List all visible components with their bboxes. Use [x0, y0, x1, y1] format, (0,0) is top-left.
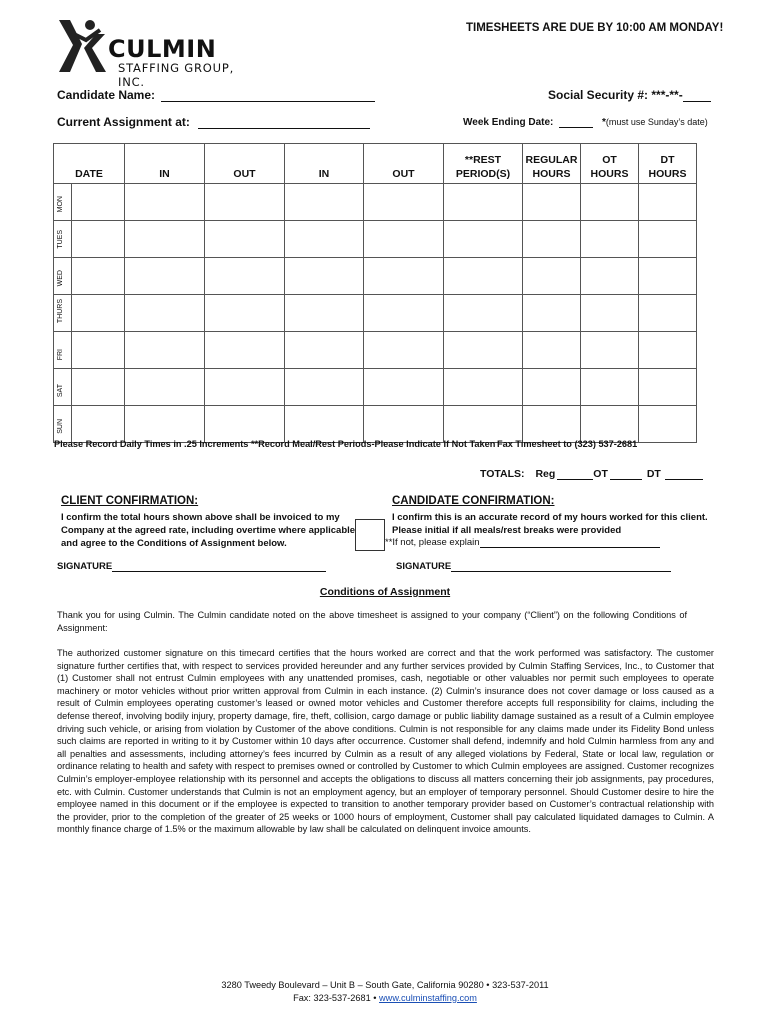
day-label: SAT	[57, 383, 64, 397]
time-entry-cell[interactable]	[205, 258, 285, 295]
time-entry-cell[interactable]	[125, 332, 205, 369]
week-ending-input[interactable]	[559, 117, 593, 128]
time-entry-cell[interactable]	[581, 332, 639, 369]
column-header-line1	[285, 153, 363, 167]
time-entry-cell[interactable]	[72, 184, 125, 221]
assignment-input[interactable]	[198, 116, 370, 129]
time-entry-cell[interactable]	[205, 295, 285, 332]
time-entry-cell[interactable]	[364, 369, 444, 406]
footer-address: 3280 Tweedy Boulevard – Unit B – South Gate, California 90280 • 323-537-2011	[221, 980, 549, 990]
column-header-line2: HOURS	[532, 168, 571, 180]
totals-ot-label: OT	[593, 468, 608, 480]
time-entry-cell[interactable]	[639, 295, 697, 332]
column-header-line2: DATE	[75, 168, 103, 180]
assignment-field	[57, 115, 370, 129]
logo-figure-icon	[56, 18, 108, 76]
column-header	[205, 144, 285, 184]
time-entry-cell[interactable]	[205, 406, 285, 443]
ssn-field	[548, 88, 711, 102]
candidate-name-input[interactable]	[161, 89, 375, 102]
client-signature-input[interactable]	[112, 562, 326, 572]
time-entry-cell[interactable]	[72, 221, 125, 258]
candidate-signature-field	[396, 561, 671, 572]
footer-fax: Fax: 323-537-2681 •	[293, 992, 380, 1003]
footer-contact	[0, 992, 770, 1005]
time-entry-cell[interactable]	[285, 332, 364, 369]
candidate-line: I confirm this is an accurate record of my hours worked for this client.	[392, 512, 708, 523]
explain-label: **If not, please explain	[385, 537, 480, 548]
time-entry-cell[interactable]	[364, 221, 444, 258]
client-confirmation-title: CLIENT CONFIRMATION:	[61, 495, 199, 507]
candidate-signature-label: SIGNATURE	[396, 561, 452, 572]
time-entry-cell[interactable]	[581, 184, 639, 221]
day-label: WED	[57, 269, 64, 286]
column-header	[285, 144, 364, 184]
column-header-line1: REGULAR	[525, 154, 578, 166]
time-entry-cell[interactable]	[205, 221, 285, 258]
time-entry-cell[interactable]	[364, 332, 444, 369]
logo-subtitle: STAFFING GROUP, INC.	[118, 61, 235, 89]
time-entry-cell[interactable]	[639, 221, 697, 258]
column-header-line2: HOURS	[590, 168, 629, 180]
time-entry-cell[interactable]	[444, 184, 523, 221]
time-entry-cell[interactable]	[639, 406, 697, 443]
day-label-cell	[54, 258, 72, 295]
company-logo	[56, 18, 256, 89]
time-entry-cell[interactable]	[72, 369, 125, 406]
client-line: I confirm the total hours shown above shall be invoiced to my	[61, 512, 340, 523]
totals-reg-label: Reg	[535, 468, 556, 480]
column-header	[125, 144, 205, 184]
column-header	[444, 144, 523, 184]
client-confirmation-text	[61, 511, 355, 550]
client-line: and agree to the Conditions of Assignment below.	[61, 538, 287, 549]
day-row	[54, 295, 697, 332]
week-ending-star: *	[601, 117, 606, 128]
time-entry-cell[interactable]	[125, 221, 205, 258]
conditions-title-wrap	[0, 586, 770, 598]
time-entry-cell[interactable]	[72, 332, 125, 369]
client-signature-field	[57, 561, 326, 572]
day-row	[54, 406, 697, 443]
time-entry-cell[interactable]	[285, 221, 364, 258]
day-label: MON	[57, 195, 64, 212]
record-note: Please Record Daily Times in .25 Increments **Record Meal/Rest Periods-Please Indicate If Not Taken	[54, 439, 496, 449]
time-entry-cell[interactable]	[581, 406, 639, 443]
conditions-body: The authorized customer signature on this timecard certifies that the hours worked are correct and that the work performed was satisfactory. The customer signature further certifies that, with respect to services provided hereunder and any further services provided by Culmin Staffing Services, Inc., to Customer that (1) Customer shall not entrust Culmin employees with any unattended promises, cash, negotiable or other valuables nor permit such employees to operate machinery or motor vehicles without prior written approval from Culmin in each instance. (2) Culmin’s insurance does not cover damage or loss caused as a result of Culmin employees operating customer’s leased or owned motor vehicles and Customer therefore accepts full responsibility for claims, including the defense thereof, involving bodily injury, property damage, fire, theft, collision, cargo damage or public liability damage sustained as a result of a Culmin employee driving such vehicle, or arising from violation by Customer of the above conditions. Culmin is not responsible for any claims made under its Fidelity Bond unless such claims are reported in writing to it by Customer within 10 days after occurrence. Customer shall defend, indemnify and hold Culmin harmless from any and all penalties and assessments, including attorney’s fees incurred by Culmin as a result of any alleged violations by Federal, State or local law, regulation or ordinance relating to health and safety with respect to premises owned or controlled by Customer to which Culmin employees are assigned. Customer recognizes Culmin’s employer-employee relationship with its personnel and accepts the obligations to discuss all matters concerning their job assignments, pay procedures, etc. with Culmin. Customer understands that Culmin is not an employment agency, but an employer of temporary personnel. Should Customer desire to hire the employee named in this document or if the employee is expected to transition to another temporary provider based on Customer’s contractual relationship with the provider, prior to the completion of the greater of 25 weeks or 1000 hours of employment, Customer shall pay calculated liquidated damages to Culmin. A monthly finance charge of 1.5% or the maximum allowable by law shall be calculated on delinquent invoice amounts.	[57, 648, 714, 835]
footer	[0, 979, 770, 1004]
column-header-line1	[125, 153, 204, 167]
explain-field	[385, 537, 660, 548]
time-entry-cell[interactable]	[581, 221, 639, 258]
column-header-line1	[205, 153, 284, 167]
time-entry-cell[interactable]	[285, 258, 364, 295]
time-entry-cell[interactable]	[639, 369, 697, 406]
time-entry-cell[interactable]	[523, 332, 581, 369]
column-header-line1: OT	[602, 154, 617, 166]
day-label: TUES	[57, 230, 64, 249]
time-entry-cell[interactable]	[581, 369, 639, 406]
day-row	[54, 258, 697, 295]
time-entry-cell[interactable]	[205, 184, 285, 221]
time-entry-cell[interactable]	[639, 332, 697, 369]
candidate-confirmation-title: CANDIDATE CONFIRMATION:	[392, 495, 555, 507]
due-notice: TIMESHEETS ARE DUE BY 10:00 AM MONDAY!	[466, 22, 724, 34]
timesheet-header-row	[54, 144, 697, 184]
time-entry-cell[interactable]	[125, 184, 205, 221]
time-entry-cell[interactable]	[581, 295, 639, 332]
column-header	[639, 144, 697, 184]
day-label-cell	[54, 295, 72, 332]
time-entry-cell[interactable]	[364, 295, 444, 332]
candidate-signature-input[interactable]	[451, 562, 671, 572]
day-row	[54, 221, 697, 258]
day-label-cell	[54, 184, 72, 221]
column-header-line2: IN	[159, 168, 170, 180]
fax-note: Fax Timesheet to (323) 537-2681	[497, 439, 638, 449]
column-header-line2: OUT	[233, 168, 256, 180]
time-entry-cell[interactable]	[72, 406, 125, 443]
time-entry-cell[interactable]	[364, 406, 444, 443]
time-entry-cell[interactable]	[72, 295, 125, 332]
initial-box[interactable]	[355, 519, 385, 551]
totals-dt-input[interactable]	[665, 470, 703, 480]
column-header-line1	[364, 153, 443, 167]
time-entry-cell[interactable]	[639, 258, 697, 295]
candidate-name-field	[57, 88, 375, 102]
candidate-line: Please initial if all meals/rest breaks were provided	[392, 525, 622, 536]
totals-reg-input[interactable]	[557, 470, 593, 480]
totals-dt-label: DT	[646, 468, 661, 480]
time-entry-cell[interactable]	[72, 258, 125, 295]
day-row	[54, 332, 697, 369]
time-entry-cell[interactable]	[364, 184, 444, 221]
day-label: SUN	[57, 419, 64, 434]
time-entry-cell[interactable]	[285, 295, 364, 332]
time-entry-cell[interactable]	[444, 406, 523, 443]
time-entry-cell[interactable]	[444, 295, 523, 332]
day-row	[54, 184, 697, 221]
column-header-line1: DT	[660, 154, 675, 166]
totals-label: TOTALS:	[480, 468, 525, 480]
column-header	[364, 144, 444, 184]
logo-name: CULMIN	[108, 35, 217, 63]
time-entry-cell[interactable]	[285, 369, 364, 406]
day-label-cell	[54, 369, 72, 406]
week-ending-field	[463, 117, 708, 128]
week-ending-note: (must use Sunday’s date)	[605, 117, 708, 127]
column-header-line2: OUT	[392, 168, 415, 180]
column-header	[523, 144, 581, 184]
time-entry-cell[interactable]	[581, 258, 639, 295]
column-header-line2: PERIOD(S)	[455, 168, 511, 180]
column-header-line1	[54, 153, 124, 167]
conditions-intro: Thank you for using Culmin. The Culmin candidate noted on the above timesheet is assigned to your company (“Client”) on the following Conditions of Assignment:	[57, 610, 687, 633]
ssn-label: Social Security #: ***-**-	[548, 88, 683, 102]
column-header	[54, 144, 125, 184]
client-line: Company at the agreed rate, including overtime where applicable	[61, 525, 356, 536]
time-entry-cell[interactable]	[523, 369, 581, 406]
column-header	[581, 144, 639, 184]
client-signature-label: SIGNATURE	[57, 561, 113, 572]
day-label-cell	[54, 406, 72, 443]
week-ending-label: Week Ending Date:	[463, 117, 554, 128]
day-label-cell	[54, 332, 72, 369]
assignment-label: Current Assignment at:	[57, 115, 190, 129]
time-entry-cell[interactable]	[125, 369, 205, 406]
day-label: THURS	[57, 298, 64, 323]
conditions-title: Conditions of Assignment	[319, 586, 451, 598]
time-entry-cell[interactable]	[444, 369, 523, 406]
time-entry-cell[interactable]	[285, 406, 364, 443]
time-entry-cell[interactable]	[523, 184, 581, 221]
time-entry-cell[interactable]	[523, 295, 581, 332]
time-entry-cell[interactable]	[444, 221, 523, 258]
column-header-line2: HOURS	[648, 168, 687, 180]
column-header-line2: IN	[318, 168, 330, 180]
candidate-confirmation-text	[392, 511, 708, 537]
time-entry-cell[interactable]	[125, 295, 205, 332]
day-label: FRI	[57, 348, 64, 360]
time-entry-cell[interactable]	[444, 332, 523, 369]
totals-ot-input[interactable]	[610, 470, 642, 480]
time-entry-cell[interactable]	[639, 184, 697, 221]
time-entry-cell[interactable]	[364, 258, 444, 295]
timesheet-table	[53, 143, 697, 443]
candidate-name-label: Candidate Name:	[57, 88, 156, 102]
explain-input[interactable]	[480, 538, 660, 548]
time-entry-cell[interactable]	[444, 258, 523, 295]
day-row	[54, 369, 697, 406]
totals-row	[480, 468, 703, 480]
time-entry-cell[interactable]	[205, 332, 285, 369]
day-label-cell	[54, 221, 72, 258]
ssn-input[interactable]	[683, 89, 711, 102]
time-entry-cell[interactable]	[285, 184, 364, 221]
footer-website-link[interactable]: www.culminstaffing.com	[379, 992, 477, 1003]
time-entry-cell[interactable]	[125, 406, 205, 443]
time-entry-cell[interactable]	[523, 406, 581, 443]
time-entry-cell[interactable]	[523, 221, 581, 258]
time-entry-cell[interactable]	[125, 258, 205, 295]
column-header-line1: **REST	[464, 154, 502, 166]
time-entry-cell[interactable]	[523, 258, 581, 295]
time-entry-cell[interactable]	[205, 369, 285, 406]
